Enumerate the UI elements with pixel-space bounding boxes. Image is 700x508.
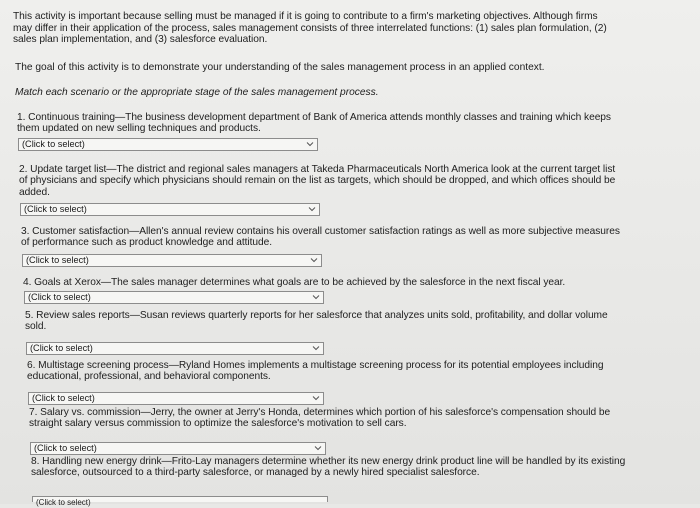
- scenario-1-select[interactable]: [18, 138, 318, 151]
- select-placeholder: (Click to select): [30, 343, 93, 353]
- chevron-down-icon: [306, 140, 314, 148]
- scenario-text-line: 1. Continuous training—The business development department of Bank of America attends monthly classes and training which keeps: [17, 112, 611, 123]
- chevron-down-icon: [312, 293, 320, 301]
- scenario-text-line: straight salary versus commission to optimize the salesforce's motivation to sell cars.: [29, 418, 407, 430]
- intro-line: may differ in their application of the process, sales management consists of three interrelated functions: (1) sales plan formulation, (2): [13, 22, 607, 34]
- scenario-text-line: of physicians and specify which physicians should remain on the list as targets, which should be dropped, and which offices should be: [19, 175, 616, 187]
- select-placeholder: (Click to select): [24, 204, 87, 214]
- scenario-item-1: [17, 112, 687, 135]
- instruction-text: Match each scenario or the appropriate stage of the sales management process.: [15, 87, 379, 98]
- scenario-text-line: salesforce, outsourced to a third-party salesforce, or managed by a newly hired specialist salesforce.: [31, 467, 480, 479]
- select-placeholder: (Click to select): [22, 139, 85, 149]
- scenario-text-line: 7. Salary vs. commission—Jerry, the owner at Jerry's Honda, determines which portion of his salesforce's compensation should be: [29, 407, 611, 418]
- select-placeholder: (Click to select): [28, 292, 91, 302]
- scenario-2-select[interactable]: [20, 203, 320, 216]
- scenario-text-line: 5. Review sales reports—Susan reviews quarterly reports for her salesforce that analyzes units sold, profitability, and dollar volume: [25, 310, 608, 321]
- chevron-down-icon: [312, 394, 320, 402]
- intro-paragraph: [13, 11, 685, 46]
- select-placeholder: (Click to select): [32, 393, 95, 403]
- scenario-text-line: of performance such as product knowledge and attitude.: [21, 237, 273, 249]
- scenario-text-line: 3. Customer satisfaction—Allen's annual review contains his overall customer satisfaction ratings as well as more subjective measures: [21, 226, 620, 237]
- scenario-text-line: sold.: [25, 321, 47, 333]
- scenario-item-4: [23, 277, 687, 288]
- scenario-text-line: 6. Multistage screening process—Ryland Homes implements a multistage screening process for its potential employees including: [27, 360, 604, 371]
- scenario-text-line: 2. Update target list—The district and regional sales managers at Takeda Pharmaceuticals North America look at the current target list: [19, 164, 616, 175]
- scenario-3-select[interactable]: [22, 254, 322, 267]
- intro-line: This activity is important because selling must be managed if it is going to contribute to a firm's marketing objectives. Although firms: [13, 11, 598, 22]
- scenario-item-8: [31, 456, 687, 479]
- scenario-8-select[interactable]: [32, 496, 328, 507]
- scenario-7-select[interactable]: [30, 442, 326, 455]
- scenario-text-line: 4. Goals at Xerox—The sales manager determines what goals are to be achieved by the salesforce in the next fiscal year.: [23, 277, 566, 288]
- scenario-item-5: [25, 310, 687, 333]
- select-placeholder: (Click to select): [26, 255, 89, 265]
- chevron-down-icon: [312, 344, 320, 352]
- scenario-text-line: added.: [19, 186, 50, 198]
- scenario-4-select[interactable]: [24, 291, 324, 304]
- chevron-down-icon: [308, 205, 316, 213]
- scenario-5-select[interactable]: [26, 342, 324, 355]
- scenario-item-7: [29, 407, 687, 430]
- select-placeholder: (Click to select): [36, 498, 91, 507]
- select-placeholder: (Click to select): [34, 443, 97, 453]
- scenario-item-3: [21, 226, 687, 249]
- scenario-item-2: [19, 164, 687, 198]
- scenario-text-line: 8. Handling new energy drink—Frito-Lay managers determine whether its new energy drink product line will be handled by its existing: [31, 456, 626, 467]
- intro-line: sales plan implementation, and (3) salesforce evaluation.: [13, 34, 268, 46]
- scenario-text-line: educational, professional, and behavioral components.: [27, 371, 271, 383]
- scenario-item-6: [27, 360, 687, 383]
- scenario-6-select[interactable]: [28, 392, 324, 405]
- chevron-down-icon: [314, 444, 322, 452]
- scenario-text-line: them updated on new selling techniques and products.: [17, 123, 261, 135]
- goal-statement: The goal of this activity is to demonstrate your understanding of the sales management process in an applied context.: [15, 62, 545, 73]
- chevron-down-icon: [310, 256, 318, 264]
